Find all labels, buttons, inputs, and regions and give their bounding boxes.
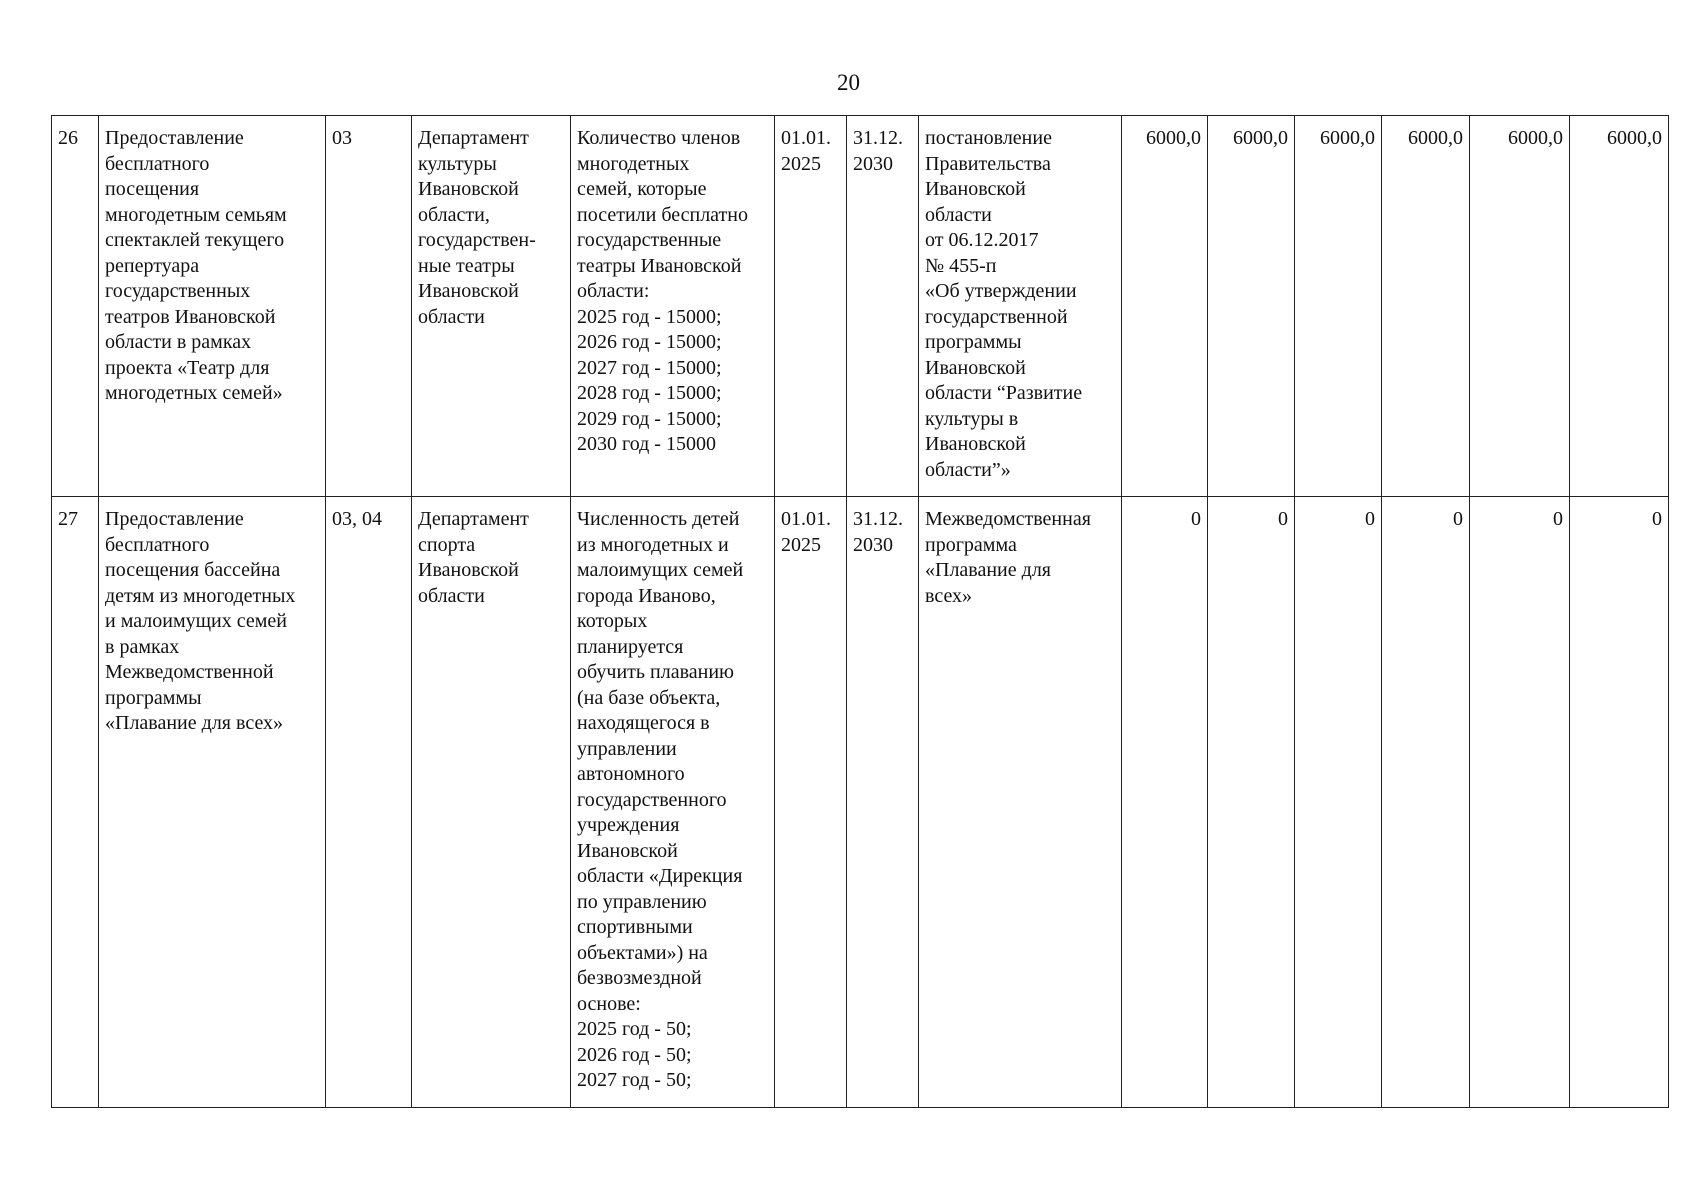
measure-name: Предоставление бесплатного посещения бассейна детям из многодетных и малоимущих семей в рамках Межведомственной программы «Плавание для всех» <box>99 497 326 1108</box>
table-row <box>52 497 1669 1108</box>
funding-value: 6000,0 <box>1570 116 1669 497</box>
page-number: 20 <box>837 70 860 95</box>
funding-value: 0 <box>1208 497 1295 1108</box>
result-indicator: Численность детей из многодетных и малоимущих семей города Иваново, которых планируется обучить плаванию (на базе объекта, находящегося в управлении автономного государственного учреждения Ивановской области «Дирекция по управлению спортивными объектами») на безвозмездной основе: 2025 год - 50; 2026 год - 50; 2027 год - 50; <box>571 497 775 1108</box>
funding-value: 0 <box>1470 497 1570 1108</box>
funding-value: 0 <box>1122 497 1208 1108</box>
row-number: 27 <box>52 497 99 1108</box>
funding-value: 6000,0 <box>1470 116 1570 497</box>
funding-value: 6000,0 <box>1382 116 1470 497</box>
end-date: 31.12. 2030 <box>847 116 919 497</box>
measures-table <box>51 115 1669 1108</box>
funding-value: 6000,0 <box>1295 116 1382 497</box>
task-code: 03 <box>326 116 412 497</box>
legal-basis: Межведомственная программа «Плавание для всех» <box>919 497 1122 1108</box>
start-date: 01.01. 2025 <box>775 497 847 1108</box>
task-code: 03, 04 <box>326 497 412 1108</box>
funding-value: 0 <box>1295 497 1382 1108</box>
row-number: 26 <box>52 116 99 497</box>
funding-value: 6000,0 <box>1122 116 1208 497</box>
legal-basis: постановление Правительства Ивановской области от 06.12.2017 № 455-п «Об утверждении государственной программы Ивановской области “Развитие культуры в Ивановской области”» <box>919 116 1122 497</box>
table-row <box>52 116 1669 497</box>
funding-value: 6000,0 <box>1208 116 1295 497</box>
measure-name: Предоставление бесплатного посещения многодетным семьям спектаклей текущего репертуара государственных театров Ивановской области в рамках проекта «Театр для многодетных семей» <box>99 116 326 497</box>
funding-value: 0 <box>1570 497 1669 1108</box>
start-date: 01.01. 2025 <box>775 116 847 497</box>
result-indicator: Количество членов многодетных семей, которые посетили бесплатно государственные театры Ивановской области: 2025 год - 15000; 2026 год - 15000; 2027 год - 15000; 2028 год - 15000; 2029 год - 15000; 2030 год - 15000 <box>571 116 775 497</box>
responsible-executor: Департамент культуры Ивановской области, государствен- ные театры Ивановской области <box>412 116 571 497</box>
funding-value: 0 <box>1382 497 1470 1108</box>
end-date: 31.12. 2030 <box>847 497 919 1108</box>
responsible-executor: Департамент спорта Ивановской области <box>412 497 571 1108</box>
